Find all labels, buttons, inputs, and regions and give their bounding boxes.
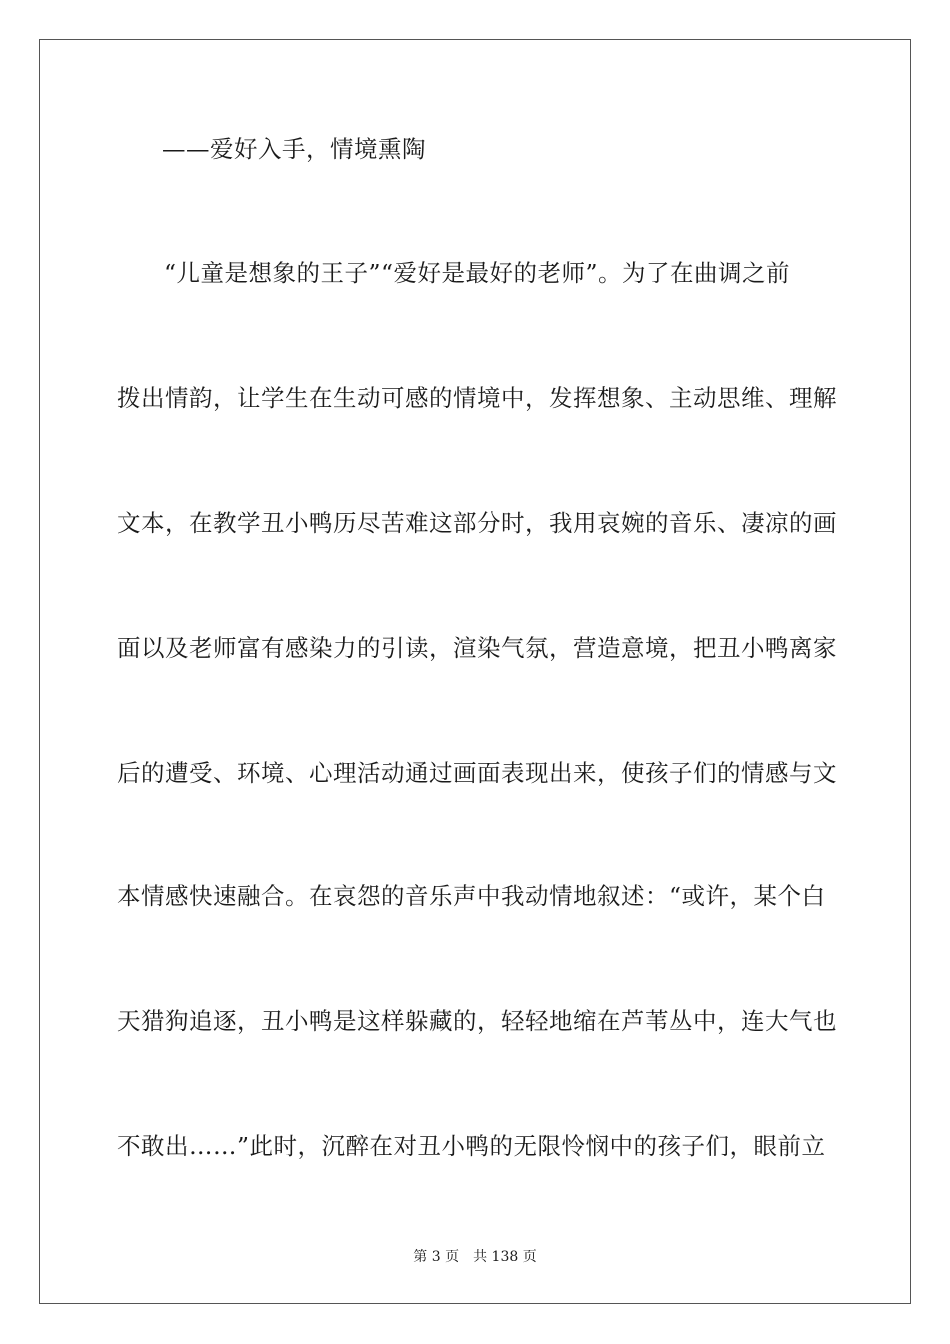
page-number: 第 3 页 bbox=[413, 1249, 460, 1265]
paragraph-line: 天猎狗追逐，丑小鸭是这样躲藏的，轻轻地缩在芦苇丛中，连大气也 bbox=[117, 1007, 837, 1035]
page-border bbox=[39, 39, 911, 1304]
paragraph-line: 文本，在教学丑小鸭历尽苦难这部分时，我用哀婉的音乐、凄凉的画 bbox=[117, 509, 837, 537]
section-subtitle: ——爱好入手，情境熏陶 bbox=[162, 135, 426, 163]
paragraph-line: 面以及老师富有感染力的引读，渲染气氛，营造意境，把丑小鸭离家 bbox=[117, 634, 837, 662]
paragraph-line: 不敢出……”此时，沉醉在对丑小鸭的无限怜悯中的孩子们，眼前立 bbox=[117, 1132, 826, 1160]
paragraph-line: 本情感快速融合。在哀怨的音乐声中我动情地叙述：“或许，某个白 bbox=[117, 882, 826, 910]
page-footer bbox=[0, 1248, 950, 1266]
total-pages: 共 138 页 bbox=[473, 1249, 537, 1265]
paragraph-line: 拨出情韵，让学生在生动可感的情境中，发挥想象、主动思维、理解 bbox=[117, 384, 837, 412]
paragraph-line: 后的遭受、环境、心理活动通过画面表现出来，使孩子们的情感与文 bbox=[117, 759, 837, 787]
paragraph-line: “儿童是想象的王子”“爱好是最好的老师”。为了在曲调之前 bbox=[164, 259, 791, 287]
